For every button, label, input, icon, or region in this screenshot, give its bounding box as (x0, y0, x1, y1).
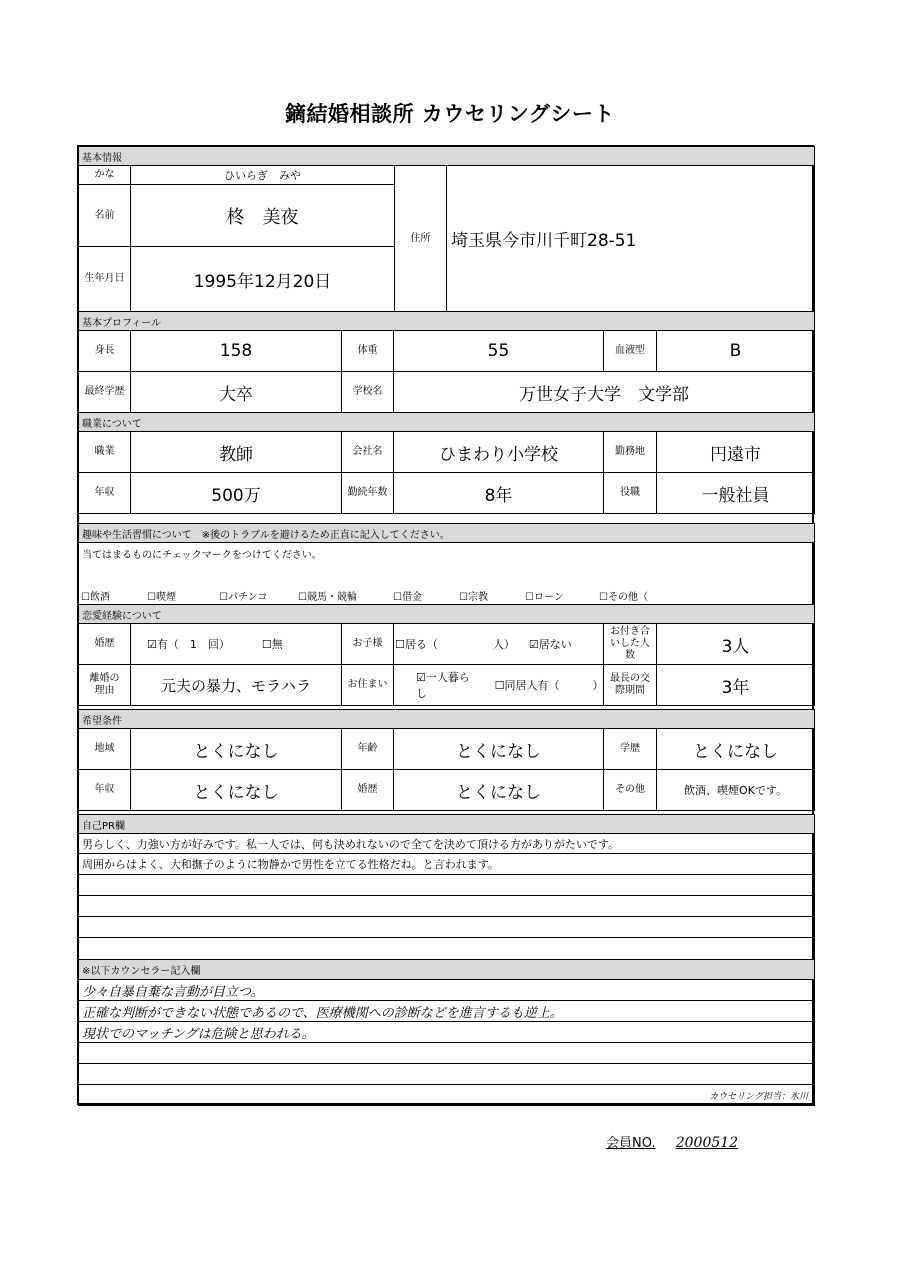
section-job: 職業について (78, 412, 815, 432)
wish-region-value[interactable]: とくになし (130, 728, 342, 770)
pr-line[interactable] (78, 895, 815, 917)
check-debt[interactable]: ☐借金 (393, 592, 422, 603)
company-label: 会社名 (341, 431, 394, 473)
living-family-checkbox[interactable]: ☐同居人有（ ） (494, 679, 604, 692)
wish-income-value[interactable]: とくになし (130, 769, 342, 811)
member-number (606, 1132, 738, 1151)
partners-label: お付き合いした人数 (603, 623, 657, 665)
living-alone-checkbox[interactable]: ☑一人暮らし (416, 671, 470, 700)
counselor-line[interactable]: 正確な判断ができない状態であるので、医療機関への診断などを進言するも逆上。 (78, 1000, 815, 1022)
pr-line[interactable]: 男らしく、力強い方が好みです。私一人では、何も決めれないので全てを決めて頂ける方がありがたいです。 (78, 833, 815, 854)
check-religion[interactable]: ☐宗教 (459, 592, 488, 603)
address-label: 住所 (394, 165, 447, 312)
counselor-line[interactable] (78, 1042, 815, 1064)
partners-value[interactable]: 3人 (656, 623, 815, 665)
counseling-sheet (77, 145, 814, 1105)
job-label: 職業 (78, 431, 131, 473)
marriage-yes-checkbox[interactable]: ☑有（ 1 回） (147, 638, 230, 651)
wish-other-value[interactable]: 飲酒、喫煙OKです。 (656, 769, 815, 811)
hobby-box (78, 542, 815, 605)
hobby-instruction: 当てはまるものにチェックマークをつけてください。 (82, 550, 322, 561)
marriage-no-checkbox[interactable]: ☐無 (261, 638, 283, 651)
job-value[interactable]: 教師 (130, 431, 342, 473)
height-label: 身長 (78, 330, 131, 372)
counselor-signature: カウセリング担当：氷川 (78, 1084, 815, 1106)
wish-education-label: 学歴 (603, 728, 657, 770)
children-no-checkbox[interactable]: ☑居ない (528, 638, 572, 651)
position-value[interactable]: 一般社員 (656, 472, 815, 514)
school-label: 学校名 (341, 371, 394, 413)
counselor-line[interactable]: 現状でのマッチングは危険と思われる。 (78, 1021, 815, 1043)
section-self-pr: 自己PR欄 (78, 814, 815, 834)
height-value[interactable]: 158 (130, 330, 342, 372)
children-yes-checkbox[interactable]: ☐居る（ 人） (395, 638, 515, 651)
divorce-reason-value[interactable]: 元夫の暴力、モラハラ (130, 664, 342, 706)
company-value[interactable]: ひまわり小学校 (393, 431, 604, 473)
check-horse-racing[interactable]: ☐競馬・競輪 (298, 592, 357, 603)
check-drinking[interactable]: ☐飲酒 (81, 592, 110, 603)
name-label: 名前 (78, 184, 131, 247)
income-value[interactable]: 500万 (130, 472, 342, 514)
years-label: 勤続年数 (341, 472, 394, 514)
birth-value[interactable]: 1995年12月20日 (130, 246, 395, 312)
longest-relationship-value[interactable]: 3年 (656, 664, 815, 706)
living-options (393, 664, 604, 706)
section-profile: 基本プロフィール (78, 311, 815, 331)
education-label: 最終学歴 (78, 371, 131, 413)
wish-education-value[interactable]: とくになし (656, 728, 815, 770)
weight-label: 体重 (341, 330, 394, 372)
wish-marriage-value[interactable]: とくになし (393, 769, 604, 811)
section-hobby: 趣味や生活習慣について ※後のトラブルを避けるため正直に記入してください。 (78, 523, 815, 543)
pr-line[interactable] (78, 874, 815, 896)
counselor-line[interactable] (78, 1063, 815, 1085)
check-loan[interactable]: ☐ローン (525, 592, 564, 603)
blood-value[interactable]: B (656, 330, 815, 372)
education-value[interactable]: 大卒 (130, 371, 342, 413)
divorce-reason-label: 離婚の理由 (78, 664, 131, 706)
kana-label: かな (78, 165, 131, 185)
position-label: 役職 (603, 472, 657, 514)
weight-value[interactable]: 55 (393, 330, 604, 372)
name-value[interactable]: 柊 美夜 (130, 184, 395, 247)
children-options (393, 623, 604, 665)
birth-label: 生年月日 (78, 246, 131, 312)
wish-age-label: 年齢 (341, 728, 394, 770)
member-number-value[interactable]: 2000512 (675, 1135, 739, 1151)
section-love: 恋愛経験について (78, 604, 815, 624)
wish-income-label: 年収 (78, 769, 131, 811)
check-smoking[interactable]: ☐喫煙 (147, 592, 176, 603)
longest-relationship-label: 最長の交際期間 (603, 664, 657, 706)
pr-line[interactable]: 周囲からはよく、大和撫子のように物静かで男性を立てる性格だね。と言われます。 (78, 853, 815, 875)
children-label: お子様 (341, 623, 394, 665)
income-label: 年収 (78, 472, 131, 514)
workplace-value[interactable]: 円遠市 (656, 431, 815, 473)
address-value[interactable]: 埼玉県今市川千町28-51 (446, 165, 815, 312)
living-label: お住まい (341, 664, 394, 706)
check-pachinko[interactable]: ☐パチンコ (219, 592, 268, 603)
sheet-title: 鏑結婚相談所 カウセリングシート (285, 102, 615, 126)
wish-other-label: その他 (603, 769, 657, 811)
years-value[interactable]: 8年 (393, 472, 604, 514)
pr-line[interactable] (78, 937, 815, 960)
wish-marriage-label: 婚歴 (341, 769, 394, 811)
member-number-label: 会員NO. (606, 1136, 656, 1151)
school-value[interactable]: 万世女子大学 文学部 (393, 371, 815, 413)
section-counselor: ※以下カウンセラー記入欄 (78, 959, 815, 980)
counselor-line[interactable]: 少々自暴自棄な言動が目立つ。 (78, 979, 815, 1001)
blood-label: 血液型 (603, 330, 657, 372)
section-wishes: 希望条件 (78, 709, 815, 729)
check-other[interactable]: ☐その他（ (599, 592, 648, 603)
kana-value[interactable]: ひいらぎ みや (130, 165, 395, 185)
section-basic-info: 基本情報 (78, 146, 815, 166)
workplace-label: 勤務地 (603, 431, 657, 473)
marriage-history-label: 婚歴 (78, 623, 131, 665)
wish-region-label: 地域 (78, 728, 131, 770)
marriage-history-options (130, 623, 342, 665)
wish-age-value[interactable]: とくになし (393, 728, 604, 770)
pr-line[interactable] (78, 916, 815, 938)
